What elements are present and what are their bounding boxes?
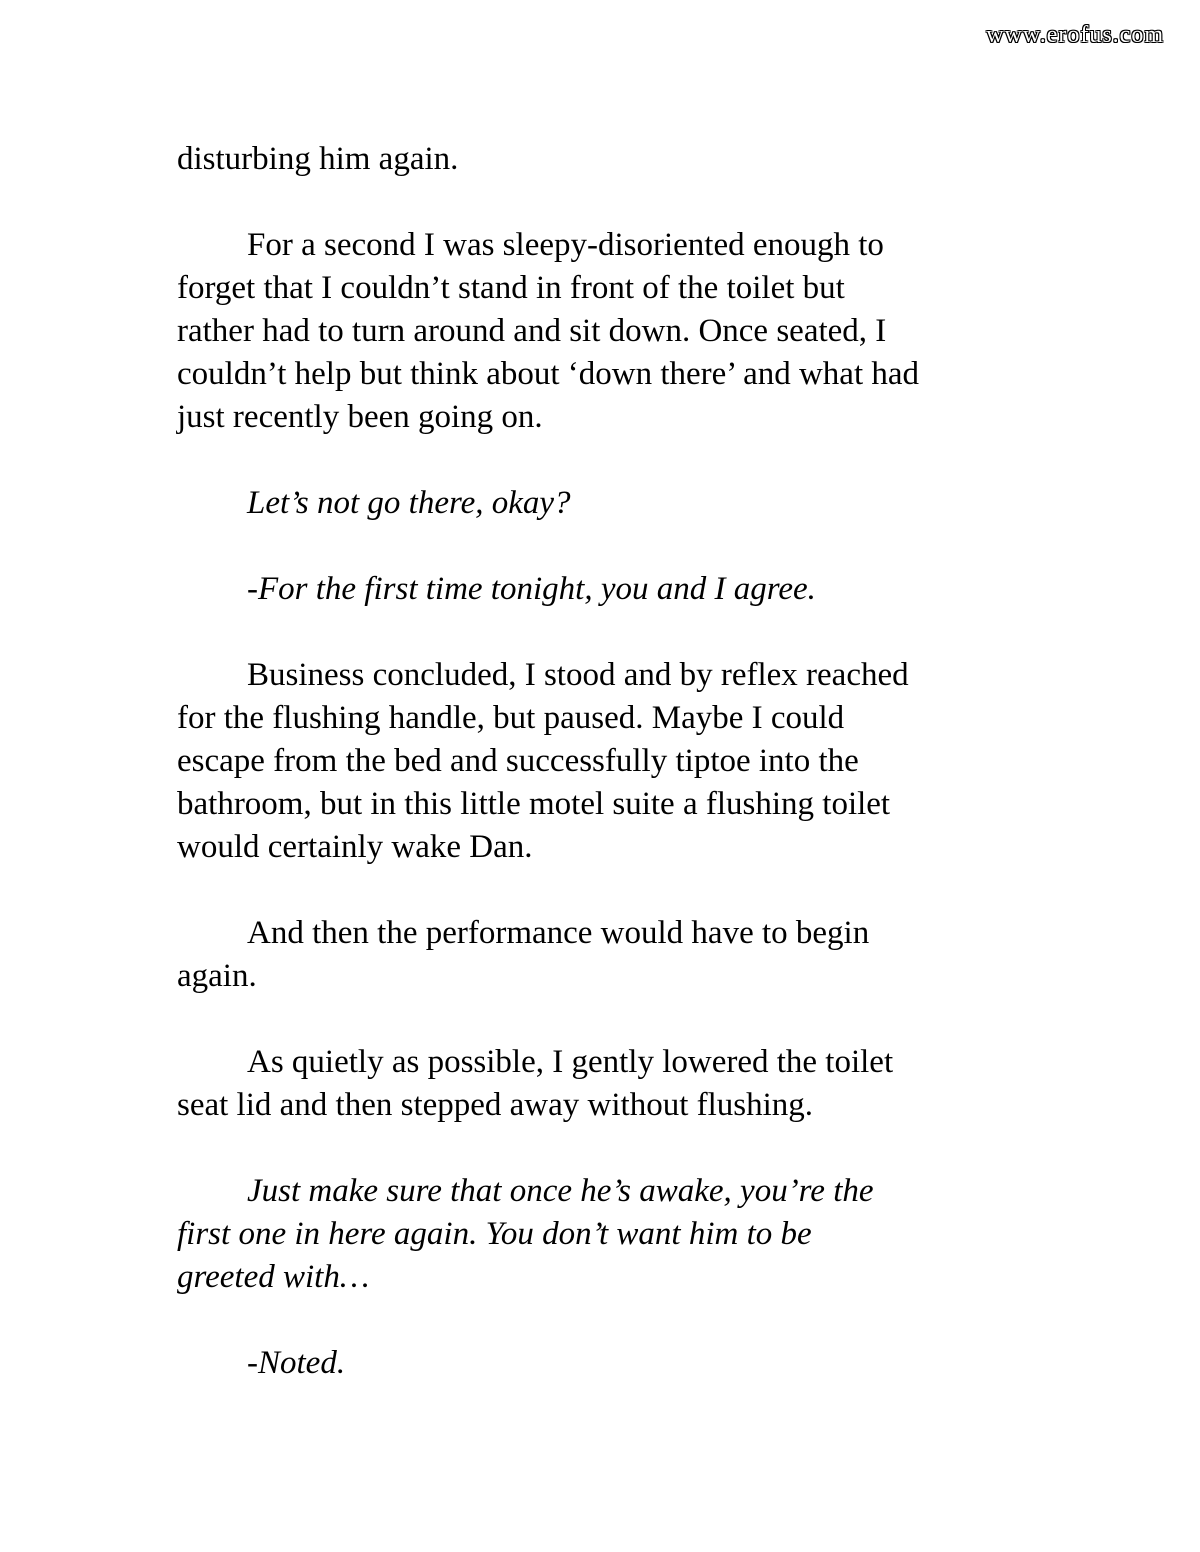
text-line: first one in here again. You don’t want him to be: [177, 1216, 812, 1252]
text-line: For a second I was sleepy-disoriented enough to: [247, 227, 884, 263]
text-line: bathroom, but in this little motel suite a flushing toilet: [177, 786, 891, 822]
paragraph-3-italic: [177, 482, 1037, 525]
watermark-text: www.erofus.com: [986, 22, 1164, 48]
paragraph-6: [177, 912, 1037, 998]
text-line: forget that I couldn’t stand in front of the toilet but: [177, 270, 845, 306]
text-line: couldn’t help but think about ‘down there’ and what had: [177, 356, 920, 392]
paragraph-1: [177, 138, 1037, 181]
text-line: just recently been going on.: [177, 399, 543, 435]
paragraph-7: [177, 1041, 1037, 1127]
text-line: -For the first time tonight, you and I agree.: [247, 571, 816, 607]
paragraph-9-italic: [177, 1342, 1037, 1385]
text-line: And then the performance would have to begin: [247, 915, 870, 951]
text-line: Just make sure that once he’s awake, you’re the: [247, 1173, 874, 1209]
paragraph-2: [177, 224, 1037, 439]
text-line: rather had to turn around and sit down. Once seated, I: [177, 313, 887, 349]
text-line: -Noted.: [247, 1345, 346, 1381]
text-line: again.: [177, 958, 257, 994]
text-line: escape from the bed and successfully tiptoe into the: [177, 743, 859, 779]
text-line: would certainly wake Dan.: [177, 829, 533, 865]
paragraph-8-italic: [177, 1170, 1037, 1299]
paragraph-5: [177, 654, 1037, 869]
text-line: seat lid and then stepped away without flushing.: [177, 1087, 814, 1123]
text-line: disturbing him again.: [177, 141, 459, 177]
text-line: Business concluded, I stood and by reflex reached: [247, 657, 909, 693]
text-line: As quietly as possible, I gently lowered the toilet: [247, 1044, 894, 1080]
paragraph-4-italic: [177, 568, 1037, 611]
text-line: greeted with…: [177, 1259, 370, 1295]
text-line: for the flushing handle, but paused. Maybe I could: [177, 700, 845, 736]
document-page: [177, 138, 1037, 1428]
text-line: Let’s not go there, okay?: [247, 485, 571, 521]
